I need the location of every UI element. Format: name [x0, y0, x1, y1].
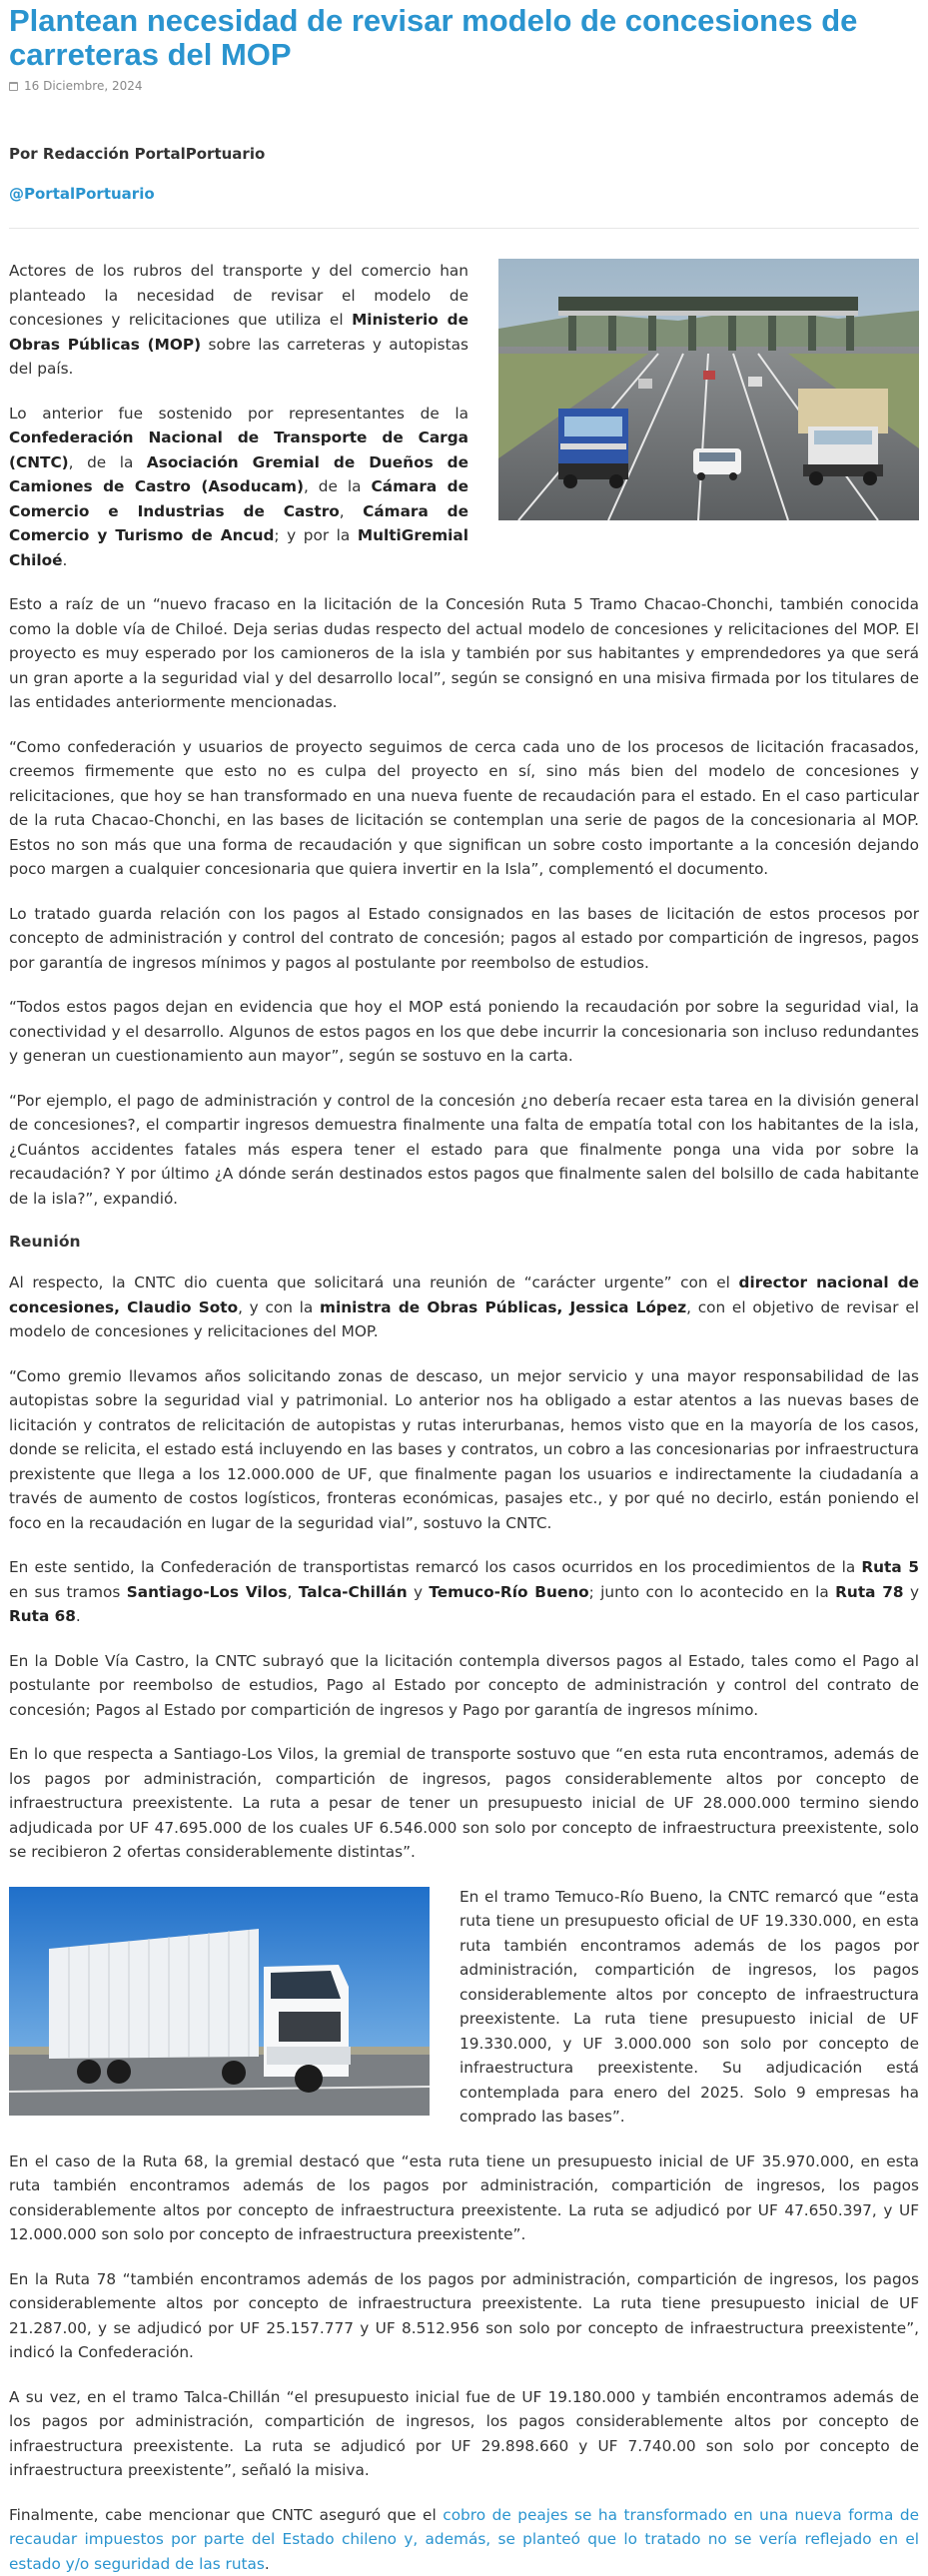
article-date — [9, 78, 919, 94]
paragraph-8 — [9, 1271, 919, 1344]
paragraph-13: En el tramo Temuco-Río Bueno, la CNTC remarcó que “esta ruta tiene un presupuesto oficial de UF 19.330.000, en esta ruta también encontramos además de los pagos por administración, compartición de ingresos, los pagos considerablemente altos por concepto de infraestructura preexistente. La ruta tiene presupuesto inicial de UF 19.330.000, y UF 3.000.000 son solo por concepto de infraestructura preexistente. Su adjudicación está contemplada para enero del 2025. Solo 9 empresas ha comprado las bases”. — [9, 1885, 919, 2130]
p10-text-a: En este sentido, la Confederación de transportistas remarcó los casos ocurridos en los procedimientos de la — [9, 1558, 861, 1576]
p10-text-g: y — [408, 1583, 430, 1601]
p2-bold-cntc: Confederación Nacional de Transporte de Carga (CNTC) — [9, 429, 468, 471]
p10-text-e: , — [288, 1583, 299, 1601]
p2-text-g: , — [340, 502, 363, 520]
p2-bold-camara-ancud: Cámara de Comercio y Turismo de Ancud — [9, 502, 468, 545]
p2-text-k: . — [63, 551, 68, 569]
p1-text-a: Actores de los rubros del transporte y del comercio han planteado la necesidad de revisar el modelo de concesiones y relicitaciones que utiliza el — [9, 262, 468, 329]
byline: Por Redacción PortalPortuario — [9, 144, 919, 164]
article-body — [9, 259, 919, 2576]
p8-text-a: Al respecto, la CNTC dio cuenta que solicitará una reunión de “carácter urgente” con el — [9, 1274, 739, 1291]
p2-bold-asoducam: Asociación Gremial de Dueños de Camiones de Castro (Asoducam) — [9, 453, 468, 496]
p8-text-c: , y con la — [238, 1298, 320, 1316]
p10-bold-ruta78: Ruta 78 — [835, 1583, 903, 1601]
p17-text-c: . — [265, 2555, 270, 2573]
paragraph-14: En el caso de la Ruta 68, la gremial destacó que “esta ruta tiene un presupuesto inicial de UF 35.970.000, en esta ruta también encontramos además de los pagos por administración, compartición de ingresos, los pagos considerablemente altos por concepto de infraestructura preexistente. La ruta se adjudicó por UF 47.650.397, y UF 12.000.000 son solo por concepto de infraestructura preexistente”. — [9, 2149, 919, 2247]
paragraph-10 — [9, 1555, 919, 1629]
paragraph-9: “Como gremio llevamos años solicitando zonas de descaso, un mejor servicio y una mayor responsabilidad de las autopistas sobre la seguridad vial y patrimonial. Lo anterior nos ha obligado a estar atentos a las nuevas bases de licitación y contratos de relicitación de autopistas y rutas interurbanas, hemos visto que en la mayoría de los casos, donde se relicita, el estado está incluyendo en las bases y contratos, un cobro a las concesionarias por infraestructura prexistente que llega a los 12.000.000 de UF, que finalmente pagan los usuarios e indirectamente la ciudadanía a través de aumento de costos logísticos, fronteras económicas, pasajes etc., y por qué no decirlo, están poniendo el foco en la recaudación en lugar de la seguridad vial”, sostuvo la CNTC. — [9, 1364, 919, 1536]
peajes-article-link[interactable]: cobro de peajes se ha transformado en una nueva forma de recaudar impuestos por parte del Estado chileno y, además, se planteó que lo tratado no se vería reflejado en el estado y/o seguridad de las rutas — [9, 2506, 919, 2573]
p10-text-k: y — [904, 1583, 919, 1601]
toll-plaza-photo-svg — [498, 259, 919, 520]
paragraph-16: A su vez, en el tramo Talca-Chillán “el presupuesto inicial fue de UF 19.180.000 y también encontramos además de los pagos por administración, compartición de ingresos, los pagos considerablemente altos por concepto de infraestructura preexistente. La ruta se adjudicó por UF 29.898.660 y UF 7.740.00 son solo por concepto de infraestructura preexistente”, señaló la misiva. — [9, 2385, 919, 2483]
p1-text-c: sobre las carreteras y autopistas del país. — [9, 336, 468, 379]
p2-bold-multigremial: MultiGremial Chiloé — [9, 526, 468, 569]
p8-text-e: , con el objetivo de revisar el modelo de concesiones y relicitaciones del MOP. — [9, 1298, 919, 1341]
paragraph-4: “Como confederación y usuarios de proyecto seguimos de cerca cada uno de los procesos de licitación fracasados, creemos firmemente que esto no es culpa del proyecto en sí, sino más bien del modelo de concesiones y relicitaciones, que hoy se han transformado en una nueva fuente de recaudación para el estado. En el caso particular de la ruta Chacao-Chonchi, en las bases de licitación se contemplan una serie de pagos de la concesionaria al MOP. Estos no son más que una forma de recaudación y que significan un sobre costo importante a la concesión dejando poco margen a cualquier concesionaria que quiera invertir en la Isla”, complementó el documento. — [9, 735, 919, 882]
p2-bold-camara-castro: Cámara de Comercio e Industrias de Castro — [9, 477, 468, 520]
p2-text-e: , de la — [304, 477, 372, 495]
truck-left — [558, 409, 628, 488]
truck-cab — [264, 1965, 351, 2077]
toll-plaza-image — [498, 259, 919, 520]
p10-bold-talca: Talca-Chillán — [299, 1583, 408, 1601]
p10-text-m: . — [76, 1607, 81, 1625]
p8-bold-ministra: ministra de Obras Públicas, Jessica López — [320, 1298, 686, 1316]
p8-bold-director: director nacional de concesiones, Claudio Soto — [9, 1274, 919, 1316]
p10-bold-ruta68: Ruta 68 — [9, 1607, 76, 1625]
truck-right — [798, 389, 888, 485]
paragraph-11: En la Doble Vía Castro, la CNTC subrayó que la licitación contempla diversos pagos al Estado, tales como el Pago al postulante por reembolso de estudios, Pago al Estado por concepto de administración y control del contrato de concesión; Pagos al Estado por compartición de ingresos y Pago por garantía de ingresos mínimo. — [9, 1649, 919, 1723]
p2-text-i: ; y por la — [274, 526, 357, 544]
p10-bold-temuco: Temuco-Río Bueno — [429, 1583, 588, 1601]
paragraph-3: Esto a raíz de un “nuevo fracaso en la licitación de la Concesión Ruta 5 Tramo Chacao-Chonchi, también conocida como la doble vía de Chiloé. Deja serias dudas respecto del actual modelo de concesiones y relicitaciones del MOP. El proyecto es muy esperado por los camioneros de la isla y también por sus habitantes y emprendedores ya que será un gran aporte a la seguridad vial y del desarrollo local”, según se consignó en una misiva firmada por los titulares de las entidades anteriormente mencionadas. — [9, 592, 919, 715]
p17-text-a: Finalmente, cabe mencionar que CNTC aseguró que el — [9, 2506, 443, 2524]
article-title: Plantean necesidad de revisar modelo de concesiones de carreteras del MOP — [9, 0, 919, 72]
truck-photo-svg — [9, 1887, 430, 2116]
date-text: 16 Diciembre, 2024 — [24, 78, 143, 94]
p2-text-c: , de la — [69, 453, 147, 471]
p1-bold-mop: Ministerio de Obras Públicas (MOP) — [9, 311, 468, 354]
twitter-handle-link[interactable]: @PortalPortuario — [9, 184, 919, 204]
paragraph-15: En la Ruta 78 “también encontramos además de los pagos por administración, compartición de ingresos, los pagos considerablemente altos por concepto de infraestructura preexistente. La ruta tiene presupuesto inicial de UF 21.287.00, y se adjudicó por UF 25.157.777 y UF 8.512.956 son solo por concepto de infraestructura preexistente”, indicó la Confederación. — [9, 2267, 919, 2365]
divider — [9, 228, 919, 229]
p10-text-i: ; junto con lo acontecido en la — [589, 1583, 836, 1601]
paragraph-6: “Todos estos pagos dejan en evidencia que hoy el MOP está poniendo la recaudación por sobre la seguridad vial, la conectividad y el desarrollo. Algunos de estos pagos en los que debe incurrir la concesionaria son incluso redundantes y generan un cuestionamiento aun mayor”, según se sostuvo en la carta. — [9, 995, 919, 1069]
paragraph-7: “Por ejemplo, el pago de administración y control de la concesión ¿no debería recaer esta tarea en la división general de concesiones?, el compartir ingresos demuestra finalmente una falta de empatía total con los habitantes de la isla, ¿Cuántos accidentes fatales más espera tener el estado para que finalmente ponga una vida por sobre la recaudación? Y por último ¿A dónde serán destinados estos pagos que finalmente salen del bolsillo de cada habitante de la isla?”, expandió. — [9, 1089, 919, 1212]
truck-image — [9, 1887, 430, 2116]
paragraph-12: En lo que respecta a Santiago-Los Vilos, la gremial de transporte sostuvo que “en esta ruta encontramos, además de los pagos por administración, compartición de ingresos, pagos considerablemente altos por concepto de infraestructura preexistente. La ruta a pesar de tener un presupuesto inicial de UF 28.000.000 termino siendo adjudicada por UF 47.695.000 de los cuales UF 6.546.000 son solo por concepto de infraestructura preexistente, solo se recibieron 2 ofertas considerablemente distintas”. — [9, 1742, 919, 1865]
p10-bold-santiago: Santiago-Los Vilos — [127, 1583, 288, 1601]
paragraph-5: Lo tratado guarda relación con los pagos al Estado consignados en las bases de licitación de estos procesos por concepto de administración y control del contrato de concesión; pagos al estado por compartición de ingresos, pagos por garantía de ingresos mínimos y pagos al postulante por reembolso de estudios. — [9, 902, 919, 976]
paragraph-17 — [9, 2503, 919, 2576]
calendar-icon — [9, 82, 18, 91]
white-trailer — [49, 1929, 259, 2059]
p2-text-a: Lo anterior fue sostenido por representantes de la — [9, 405, 468, 423]
p10-bold-ruta5: Ruta 5 — [861, 1558, 919, 1576]
section-heading-reunion: Reunión — [9, 1231, 919, 1253]
p10-text-c: en sus tramos — [9, 1583, 127, 1601]
